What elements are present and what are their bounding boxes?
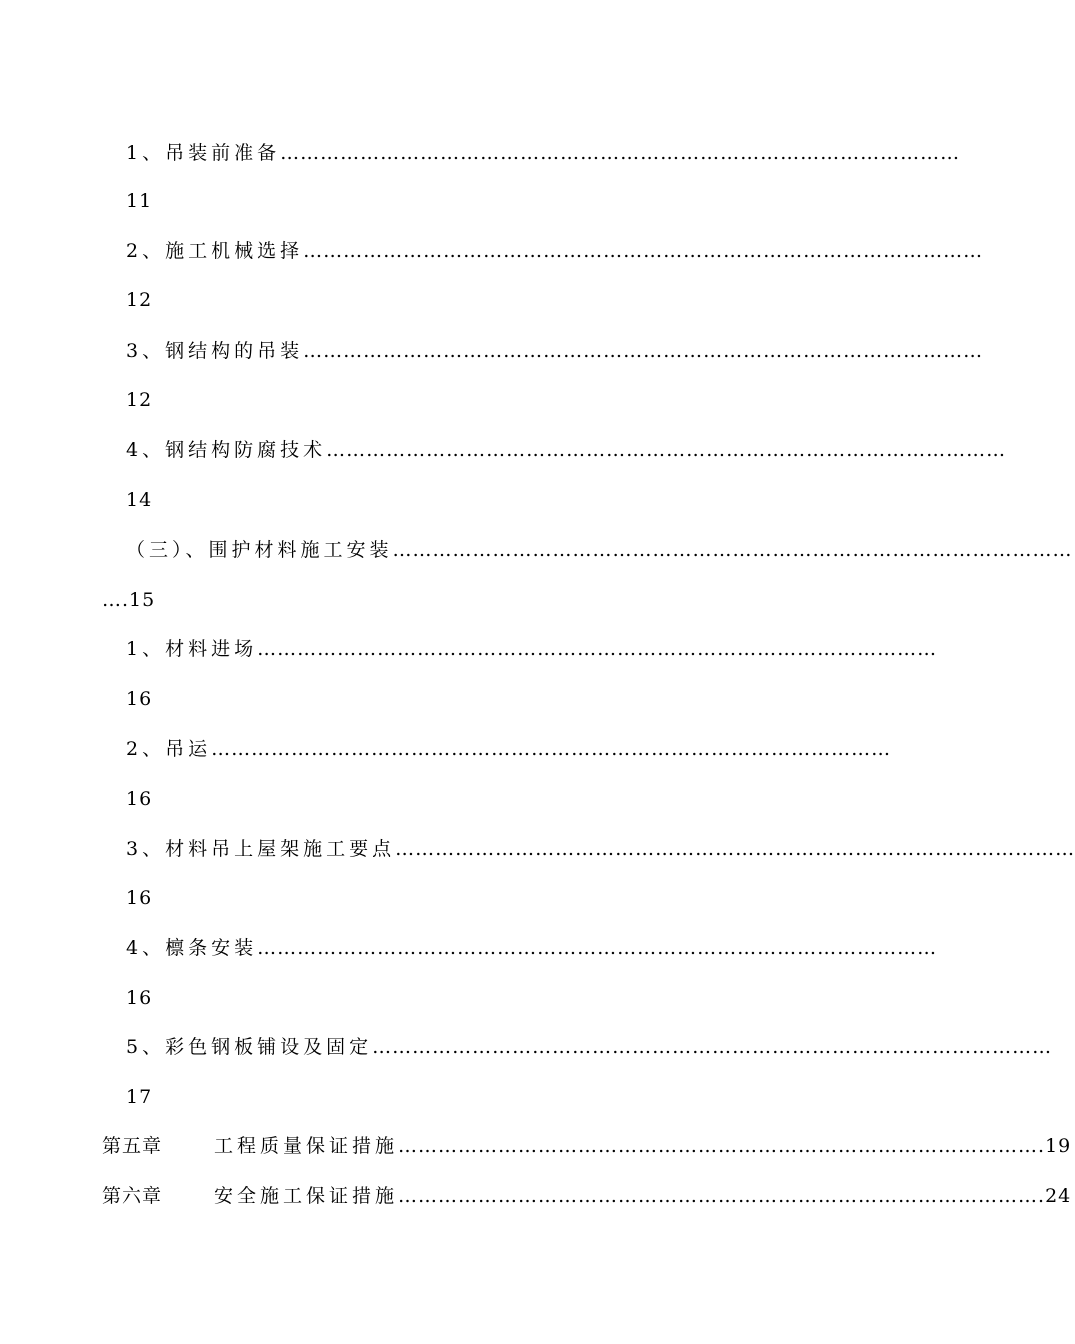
toc-page-number: 14	[126, 489, 153, 511]
toc-entry-label: （三）、围护材料施工安装	[126, 539, 393, 561]
chapter-page-number: 24	[1045, 1185, 1072, 1207]
toc-entry-label: 2、吊运	[126, 738, 212, 760]
toc-entry-line	[0, 435, 1007, 465]
toc-page-number: 12	[126, 389, 153, 411]
toc-entry-line	[0, 336, 984, 366]
toc-page-number: 17	[126, 1086, 153, 1108]
toc-entry-line	[0, 535, 1073, 565]
toc-leader-dots: …………………………………………………………………………………….	[398, 1135, 1046, 1157]
chapter-number: 第六章	[102, 1185, 163, 1207]
toc-page-number: ….15	[102, 589, 156, 611]
toc-chapter-6	[0, 1181, 1072, 1211]
toc-page-number: 11	[126, 190, 153, 212]
toc-page-number: 16	[126, 688, 153, 710]
toc-entry-label: 5、彩色钢板铺设及固定	[126, 1036, 373, 1058]
chapter-title: 工程质量保证措施	[214, 1135, 399, 1157]
toc-entry-line	[0, 734, 950, 764]
toc-leader-dots: …………………………………………………………………………………………	[211, 738, 892, 760]
toc-entry-line	[0, 1032, 1053, 1062]
toc-leader-dots: …………………………………………………………………………………………	[326, 439, 1007, 461]
toc-entry-label: 3、钢结构的吊装	[126, 340, 304, 362]
toc-leader-dots: …………………………………………………………………………………………	[303, 340, 984, 362]
toc-page-number: 12	[126, 289, 153, 311]
toc-leader-dots: …………………………………………………………………………………………	[392, 539, 1073, 561]
toc-leader-dots: …………………………………………………………………………………….	[398, 1185, 1046, 1207]
toc-leader-dots: …………………………………………………………………………………………	[303, 240, 984, 262]
toc-leader-dots: …………………………………………………………………………………………	[257, 638, 938, 660]
chapter-page-number: 19	[1045, 1135, 1072, 1157]
chapter-title: 安全施工保证措施	[214, 1185, 399, 1207]
toc-entry-line	[0, 834, 1075, 864]
chapter-number: 第五章	[102, 1135, 163, 1157]
toc-entry-label: 1、材料进场	[126, 638, 258, 660]
toc-page-number: 16	[126, 987, 153, 1009]
toc-leader-dots: …………………………………………………………………………………………	[257, 937, 938, 959]
toc-chapter-5	[0, 1131, 1072, 1161]
toc-entry-label: 3、材料吊上屋架施工要点	[126, 838, 396, 860]
toc-entry-line	[0, 236, 984, 266]
toc-page-number: 16	[126, 887, 153, 909]
toc-entry-label: 1、吊装前准备	[126, 142, 281, 164]
toc-entry-label: 2、施工机械选择	[126, 240, 304, 262]
toc-page-number: 16	[126, 788, 153, 810]
toc-entry-label: 4、钢结构防腐技术	[126, 439, 327, 461]
toc-leader-dots: …………………………………………………………………………………………	[372, 1036, 1053, 1058]
toc-leader-dots: …………………………………………………………………………………………	[395, 838, 1075, 860]
toc-entry-line	[0, 933, 950, 963]
toc-entry-line	[0, 138, 961, 168]
toc-entry-line	[0, 634, 950, 664]
toc-leader-dots: …………………………………………………………………………………………	[280, 142, 961, 164]
toc-entry-label: 4、檩条安装	[126, 937, 258, 959]
